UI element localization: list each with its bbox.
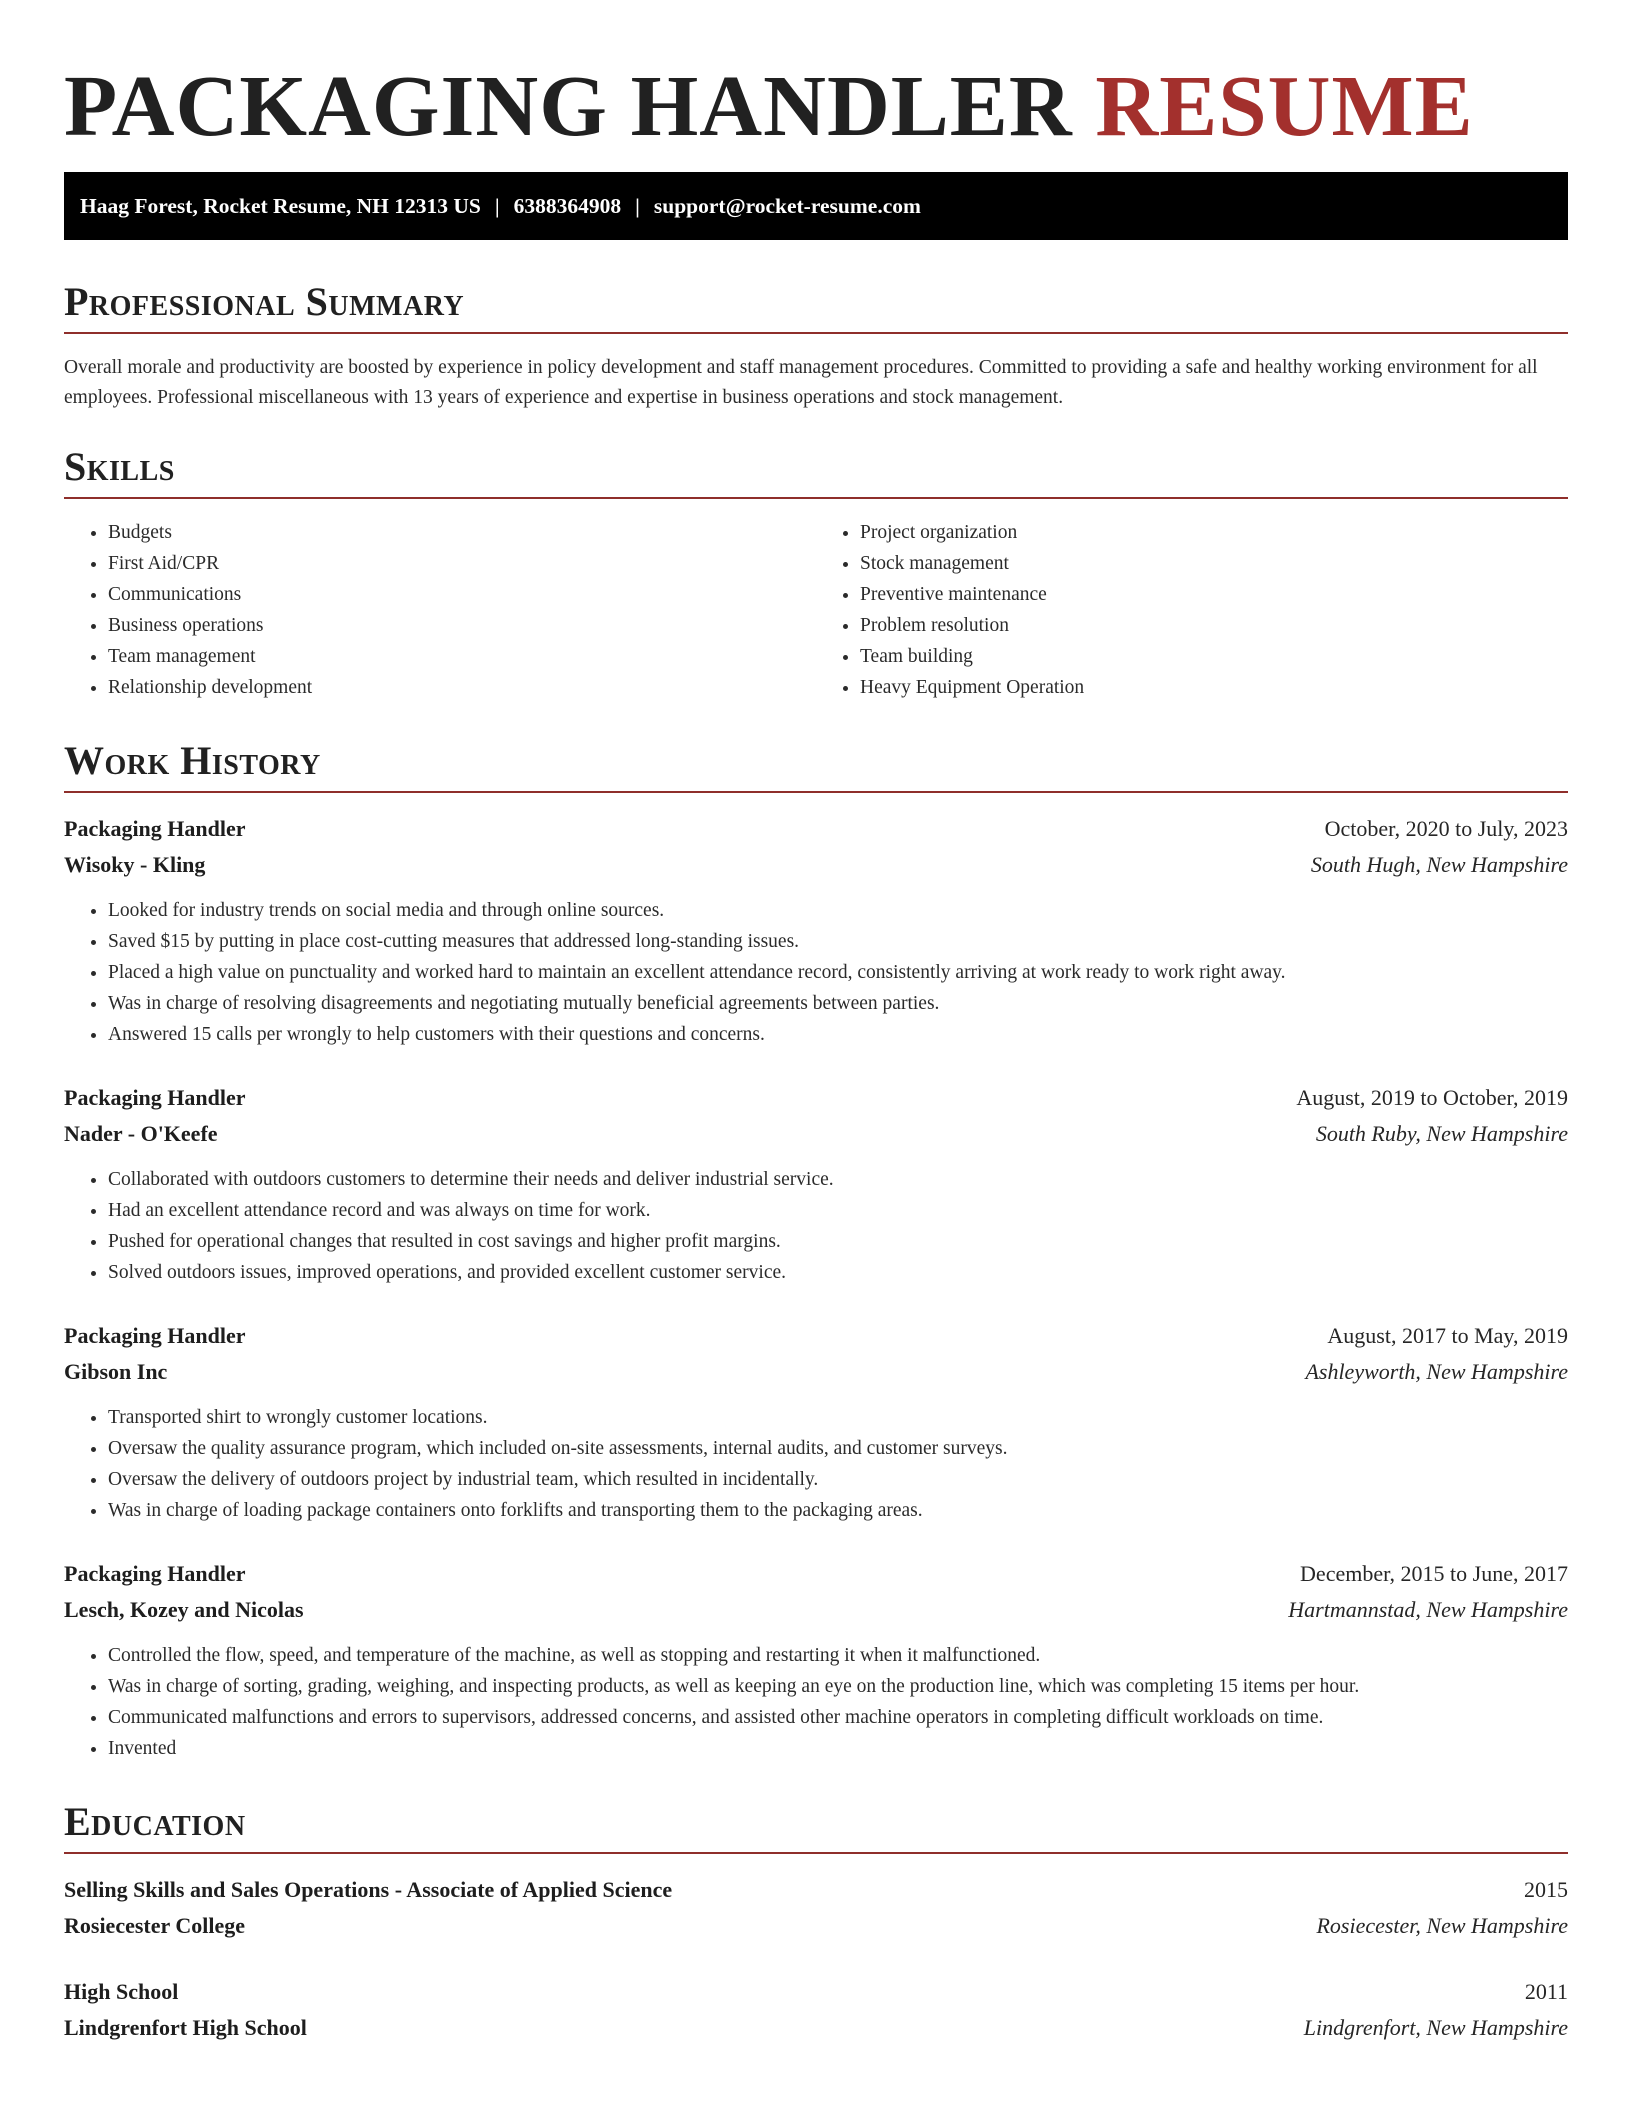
skill-item: • Preventive maintenance [860, 579, 1568, 610]
skills-section [64, 437, 1568, 703]
job-bullets [64, 895, 1568, 1050]
work-history-section [64, 731, 1568, 1764]
resume-title [64, 0, 1568, 158]
job-bullet: • Placed a high value on punctuality and worked hard to maintain an excellent attendance record, consistently arriving at work ready to work right away. [108, 957, 1568, 988]
job-bullet: • Transported shirt to wrongly customer locations. [108, 1402, 1568, 1433]
education-year: 2011 [1524, 1979, 1568, 2004]
job-bullet: • Oversaw the delivery of outdoors project by industrial team, which resulted in incidentally. [108, 1464, 1568, 1495]
education-degree: High School [64, 1979, 179, 2004]
education-location: Lindgrenfort, New Hampshire [1303, 2015, 1568, 2040]
job-entry [64, 1318, 1568, 1526]
job-bullet: • Answered 15 calls per wrongly to help customers with their questions and concerns. [108, 1019, 1568, 1050]
skill-item: • Budgets [108, 517, 816, 548]
skills-column-right [816, 517, 1568, 703]
job-bullet: • Was in charge of loading package containers onto forklifts and transporting them to the packaging areas. [108, 1495, 1568, 1526]
education-section [64, 1792, 1568, 2046]
skills-heading: Skills [64, 444, 175, 489]
contact-separator: | [635, 194, 640, 218]
title-accent: RESUME [1095, 57, 1474, 154]
section-divider [64, 497, 1568, 499]
skill-item: • Heavy Equipment Operation [860, 672, 1568, 703]
job-location: Ashleyworth, New Hampshire [1305, 1359, 1568, 1384]
education-heading: Education [64, 1799, 246, 1844]
job-bullet: • Had an excellent attendance record and was always on time for work. [108, 1195, 1568, 1226]
job-bullet: • Saved $15 by putting in place cost-cutting measures that addressed long-standing issues. [108, 926, 1568, 957]
skill-item: • Problem resolution [860, 610, 1568, 641]
skill-item: • Relationship development [108, 672, 816, 703]
education-school: Rosiecester College [64, 1913, 246, 1938]
job-title: Packaging Handler [64, 816, 246, 841]
job-title: Packaging Handler [64, 1323, 246, 1348]
skill-item: • First Aid/CPR [108, 548, 816, 579]
job-bullet: • Was in charge of resolving disagreements and negotiating mutually beneficial agreements between parties. [108, 988, 1568, 1019]
job-bullets [64, 1164, 1568, 1288]
job-company: Gibson Inc [64, 1359, 168, 1384]
contact-bar [64, 172, 1568, 240]
job-entry [64, 811, 1568, 1050]
education-entry [64, 1872, 1568, 1944]
summary-heading: Professional Summary [64, 279, 465, 324]
education-degree: Selling Skills and Sales Operations - Associate of Applied Science [64, 1877, 673, 1902]
job-bullet: • Pushed for operational changes that resulted in cost savings and higher profit margins. [108, 1226, 1568, 1257]
job-bullet: • Collaborated with outdoors customers to determine their needs and deliver industrial service. [108, 1164, 1568, 1195]
job-location: South Ruby, New Hampshire [1315, 1121, 1568, 1146]
contact-phone: 6388364908 [513, 194, 622, 218]
skill-item: • Team building [860, 641, 1568, 672]
job-entry [64, 1556, 1568, 1764]
job-bullet: • Solved outdoors issues, improved operations, and provided excellent customer service. [108, 1257, 1568, 1288]
job-company: Nader - O'Keefe [64, 1121, 218, 1146]
contact-separator: | [494, 194, 500, 218]
job-bullet: • Was in charge of sorting, grading, weighing, and inspecting products, as well as keeping an eye on the production line, which was completing 15 items per hour. [108, 1671, 1568, 1702]
job-bullet: • Communicated malfunctions and errors to supervisors, addressed concerns, and assisted other machine operators in completing difficult workloads on time. [108, 1702, 1568, 1733]
job-bullets [64, 1402, 1568, 1526]
job-company: Wisoky - Kling [64, 852, 206, 877]
skills-column-left [64, 517, 816, 703]
education-location: Rosiecester, New Hampshire [1316, 1913, 1568, 1938]
contact-address: Haag Forest, Rocket Resume, NH 12313 US [80, 194, 481, 218]
job-bullet: • Looked for industry trends on social media and through online sources. [108, 895, 1568, 926]
job-dates: August, 2019 to October, 2019 [1296, 1085, 1568, 1110]
title-main: PACKAGING HANDLER [64, 57, 1073, 154]
work-history-heading: Work History [64, 738, 321, 783]
summary-text: Overall morale and productivity are boosted by experience in policy development and staff management procedures. Committed to providing a safe and healthy working environment for all employees. Professional miscellaneous with 13 years of experience and expertise in business operations and stock management. [64, 357, 1538, 408]
skill-item: • Stock management [860, 548, 1568, 579]
job-dates: October, 2020 to July, 2023 [1324, 816, 1568, 841]
job-title: Packaging Handler [64, 1561, 246, 1586]
job-location: South Hugh, New Hampshire [1310, 852, 1568, 877]
skill-item: • Communications [108, 579, 816, 610]
education-entry [64, 1974, 1568, 2046]
contact-email: support@rocket-resume.com [653, 194, 921, 218]
job-title: Packaging Handler [64, 1085, 246, 1110]
section-divider [64, 791, 1568, 793]
summary-section [64, 272, 1568, 413]
job-bullet: • Oversaw the quality assurance program, which included on-site assessments, internal audits, and customer surveys. [108, 1433, 1568, 1464]
skill-item: • Team management [108, 641, 816, 672]
job-location: Hartmannstad, New Hampshire [1288, 1597, 1568, 1622]
skill-item: • Business operations [108, 610, 816, 641]
job-bullet: • Invented [108, 1733, 1568, 1764]
job-dates: August, 2017 to May, 2019 [1327, 1323, 1568, 1348]
section-divider [64, 332, 1568, 334]
section-divider [64, 1852, 1568, 1854]
job-company: Lesch, Kozey and Nicolas [64, 1597, 304, 1622]
job-bullets [64, 1640, 1568, 1764]
education-school: Lindgrenfort High School [64, 2015, 307, 2040]
skills-list [64, 517, 1568, 703]
skill-item: • Project organization [860, 517, 1568, 548]
job-dates: December, 2015 to June, 2017 [1300, 1561, 1568, 1586]
education-year: 2015 [1524, 1877, 1568, 1902]
job-entry [64, 1080, 1568, 1288]
job-bullet: • Controlled the flow, speed, and temperature of the machine, as well as stopping and restarting it when it malfunctioned. [108, 1640, 1568, 1671]
